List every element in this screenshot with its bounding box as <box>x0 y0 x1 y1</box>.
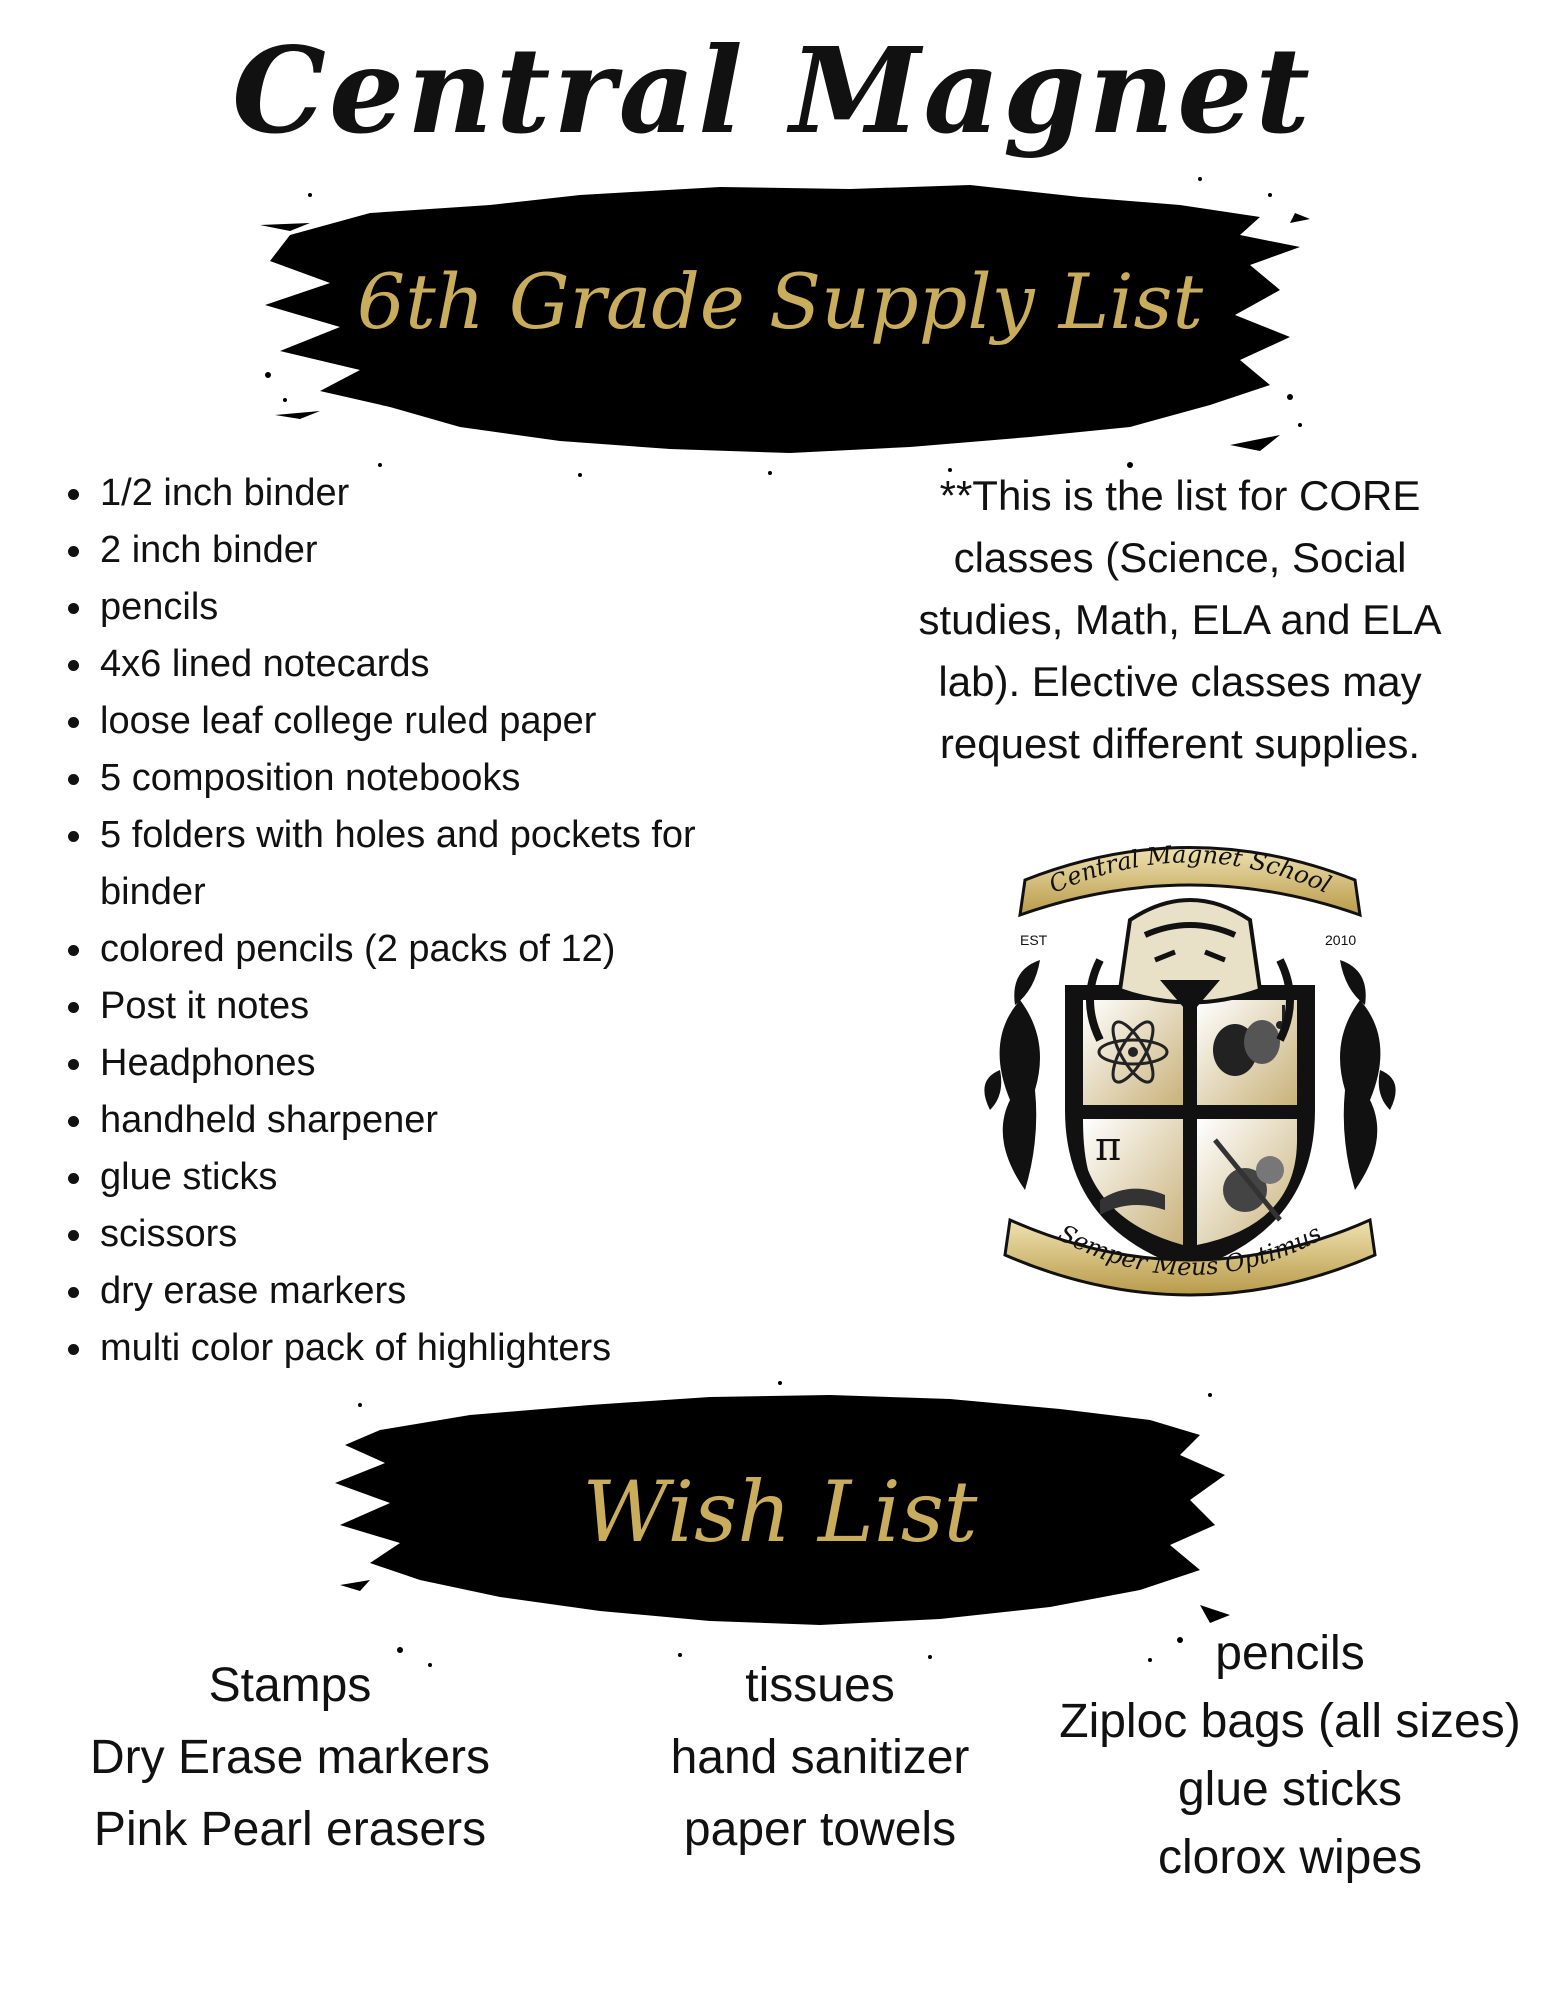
list-item: handheld sharpener <box>62 1092 782 1149</box>
list-item: Pink Pearl erasers <box>93 1803 487 1856</box>
pi-symbol: π <box>1095 1124 1122 1170</box>
list-item: glue sticks <box>62 1149 782 1206</box>
list-item: dry erase markers <box>62 1263 782 1320</box>
wish-list-column-1 <box>40 1650 540 1866</box>
list-item: 1/2 inch binder <box>62 465 782 522</box>
list-item: scissors <box>62 1206 782 1263</box>
list-item: 2 inch binder <box>62 522 782 579</box>
list-item: Stamps <box>208 1659 372 1712</box>
list-item: glue sticks <box>1177 1763 1403 1816</box>
supply-list-heading: 6th Grade Supply List <box>356 257 1204 346</box>
list-item: clorox wipes <box>1157 1831 1423 1884</box>
crest-est: EST <box>1020 932 1048 948</box>
list-item: loose leaf college ruled paper <box>62 693 782 750</box>
supply-list <box>62 465 782 1377</box>
page-title: Central Magnet <box>232 21 1313 160</box>
crest-emblem <box>980 840 1400 1320</box>
crest-motto: Semper Meus Optimus <box>1054 1218 1327 1282</box>
school-crest-logo <box>980 840 1400 1320</box>
list-item: 5 composition notebooks <box>62 750 782 807</box>
list-item: colored pencils (2 packs of 12) <box>62 921 782 978</box>
list-item: Headphones <box>62 1035 782 1092</box>
list-item: 4x6 lined notecards <box>62 636 782 693</box>
list-item: tissues <box>745 1659 895 1712</box>
list-item: hand sanitizer <box>670 1731 970 1784</box>
list-item: pencils <box>62 579 782 636</box>
list-item: Ziploc bags (all sizes) <box>1059 1695 1521 1748</box>
supply-list-banner <box>250 165 1310 485</box>
wish-list-column-2 <box>580 1650 1060 1866</box>
list-item: Dry Erase markers <box>89 1731 491 1784</box>
list-item: paper towels <box>683 1803 957 1856</box>
crest-year: 2010 <box>1325 932 1357 948</box>
list-item: pencils <box>1215 1627 1365 1680</box>
core-classes-note: **This is the list for CORE classes (Science, Social studies, Math, ELA and ELA lab). Elective classes may request different supplies. <box>918 472 1442 767</box>
crest-top-banner: Central Magnet School <box>1044 840 1336 899</box>
wish-list-column-3 <box>1040 1620 1540 1892</box>
list-item: 5 folders with holes and pockets for binder <box>62 807 782 921</box>
wish-list-heading: Wish List <box>582 1463 978 1561</box>
list-item: multi color pack of highlighters <box>62 1320 782 1377</box>
list-item: Post it notes <box>62 978 782 1035</box>
